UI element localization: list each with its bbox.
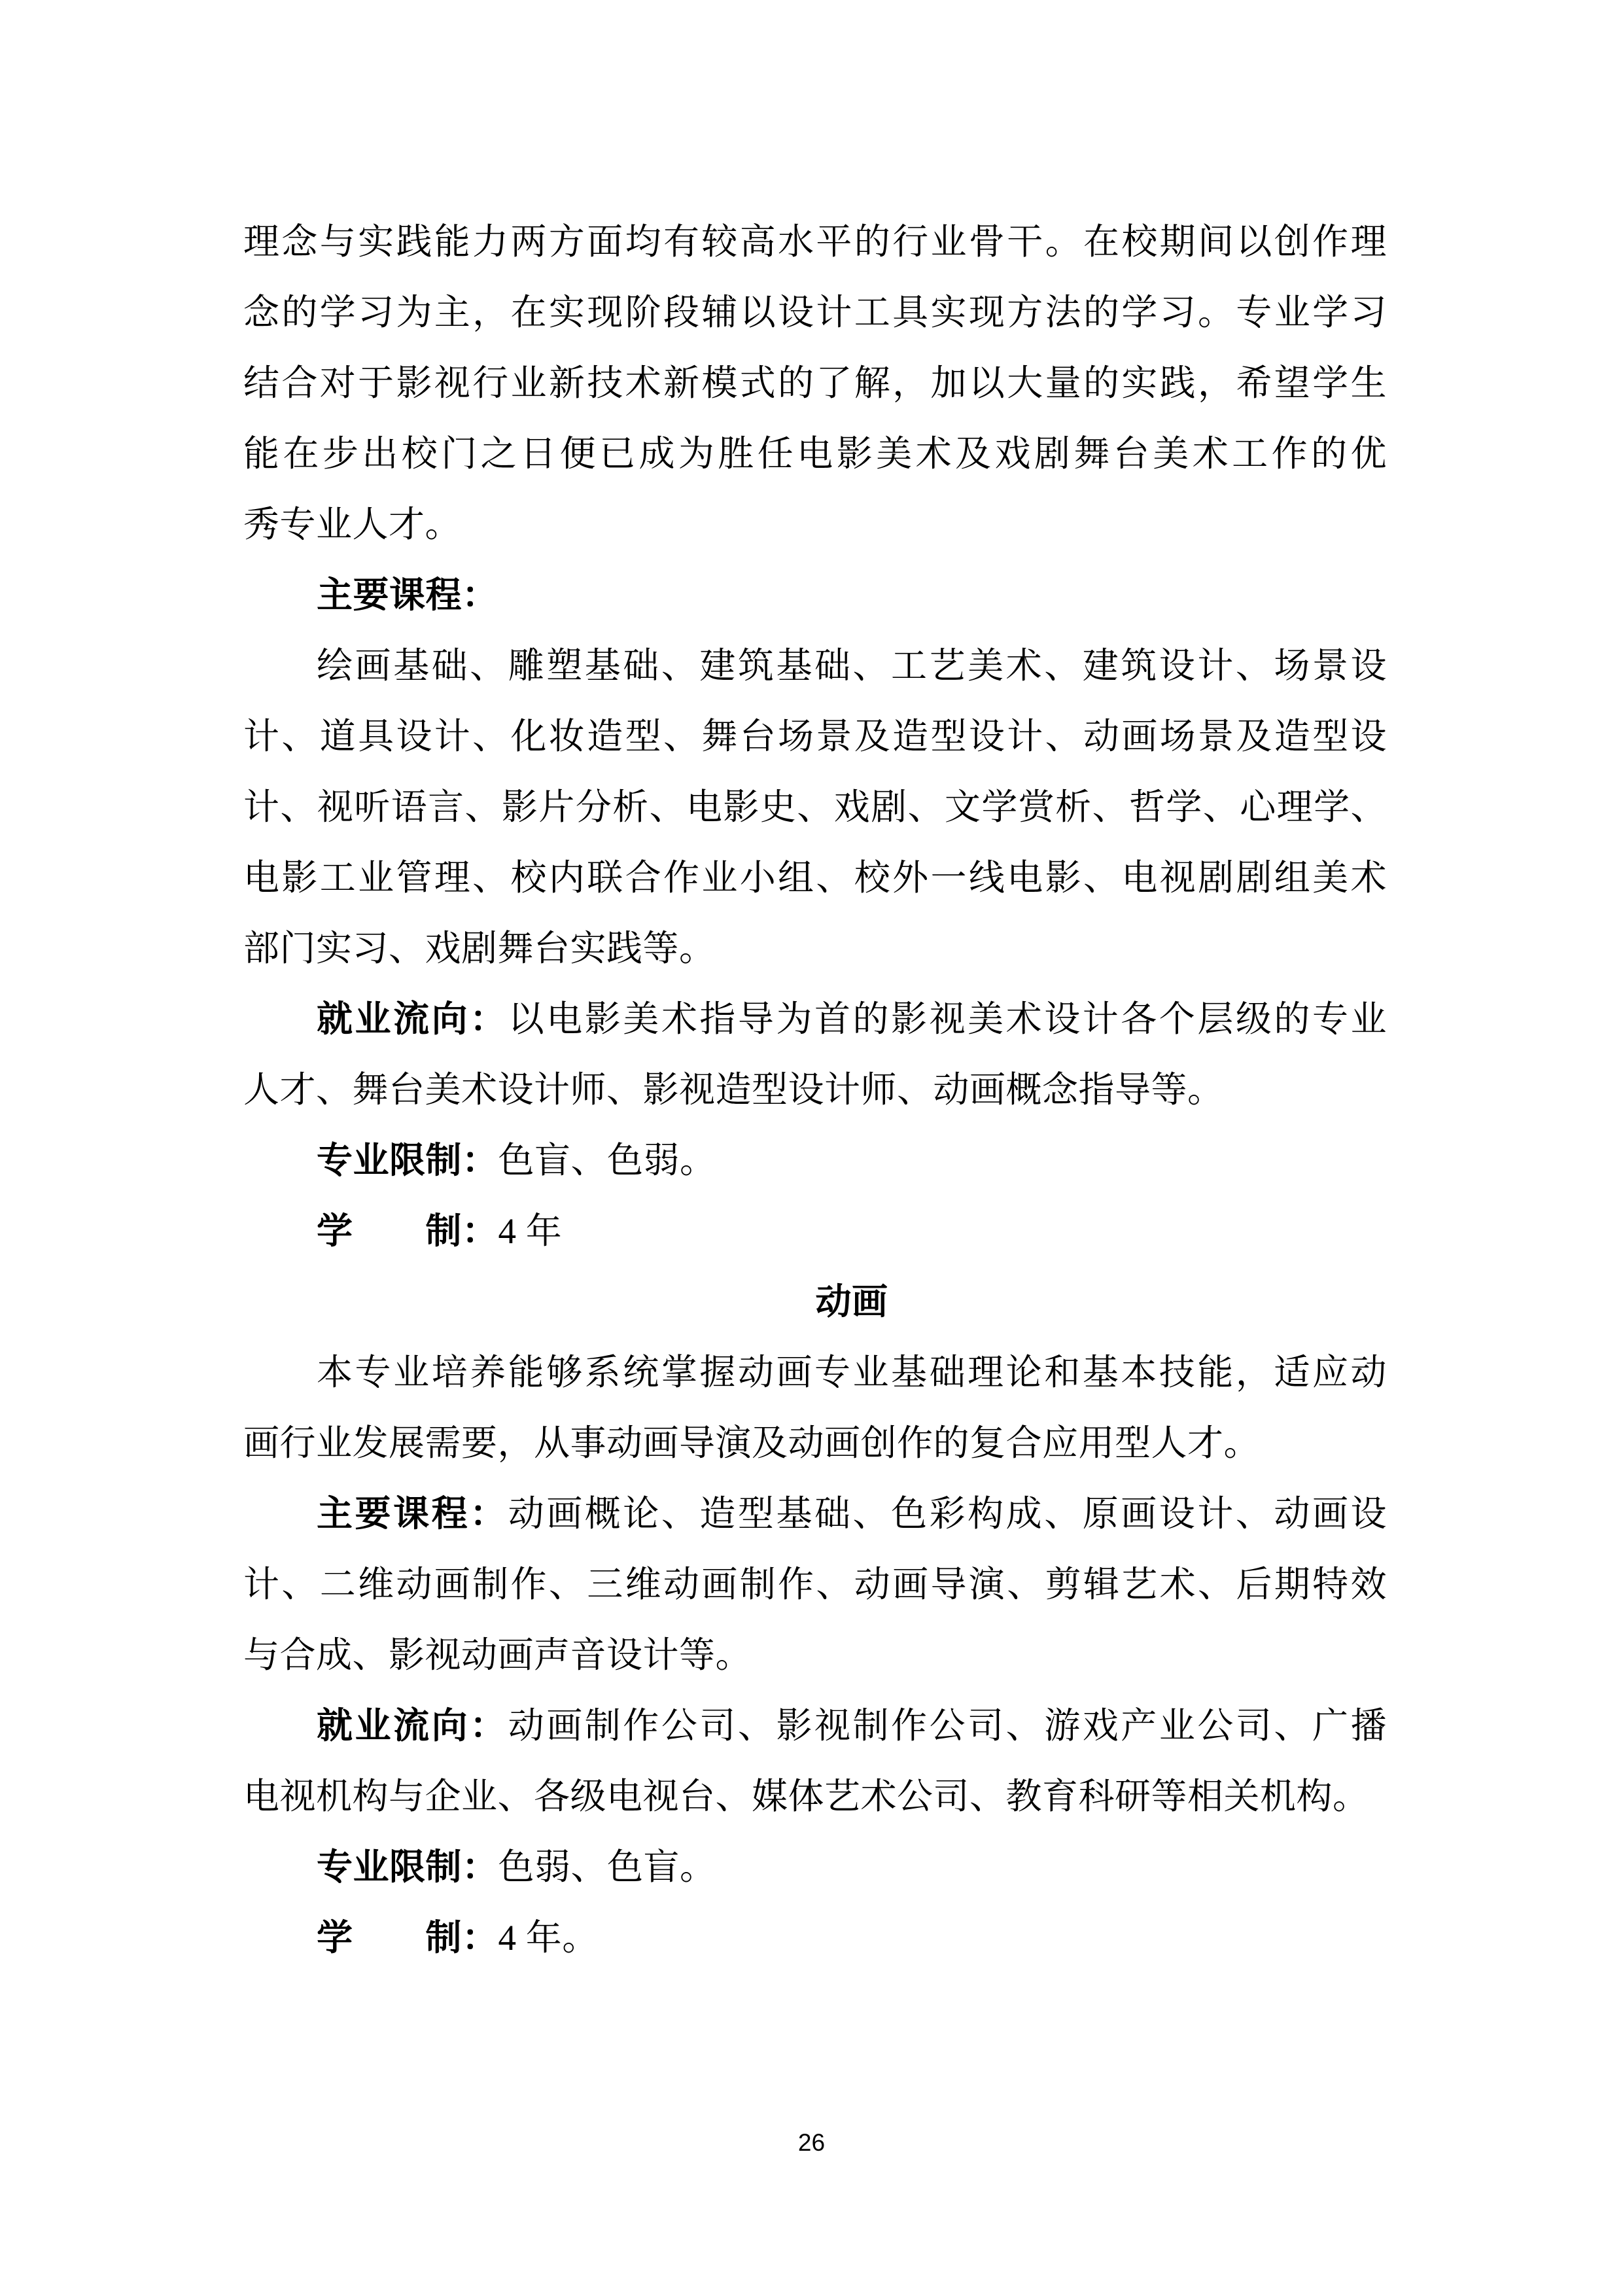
line-text: 计、道具设计、化妆造型、舞台场景及造型设计、动画场景及造型设 [243, 716, 1387, 756]
line-text: 与合成、影视动画声音设计等。 [243, 1635, 752, 1675]
line-label: 就业流向： [317, 999, 508, 1039]
restriction-line [243, 1832, 1387, 1903]
duration-line [243, 1903, 1387, 1973]
text-line [243, 631, 1387, 701]
line-label: 主要课程： [317, 575, 498, 615]
employment-line [243, 1691, 1387, 1761]
text-line [243, 207, 1387, 277]
course-label-line [243, 1479, 1387, 1549]
line-label: 专业限制： [317, 1140, 498, 1180]
line-label: 就业流向： [317, 1706, 508, 1746]
heading-text: 动画 [815, 1282, 888, 1322]
text-line [243, 277, 1387, 348]
text-line [243, 1761, 1387, 1832]
text-line [243, 843, 1387, 913]
page-number: 26 [797, 2129, 826, 2156]
line-text: 理念与实践能力两方面均有较高水平的行业骨干。在校期间以创作理 [243, 222, 1387, 262]
line-text: 人才、舞台美术设计师、影视造型设计师、动画概念指导等。 [243, 1070, 1224, 1110]
text-line [243, 348, 1387, 419]
line-text: 4 年。 [498, 1918, 599, 1958]
line-text: 部门实习、戏剧舞台实践等。 [243, 928, 716, 968]
line-text: 电视机构与企业、各级电视台、媒体艺术公司、教育科研等相关机构。 [243, 1776, 1369, 1816]
duration-line [243, 1196, 1387, 1267]
line-text: 画行业发展需要，从事动画导演及动画创作的复合应用型人才。 [243, 1423, 1261, 1463]
line-text: 动画制作公司、影视制作公司、游戏产业公司、广播 [508, 1706, 1387, 1746]
text-line [243, 489, 1387, 560]
line-label: 学 制： [317, 1918, 498, 1958]
section-heading-animation [243, 1267, 1387, 1337]
line-text: 计、二维动画制作、三维动画制作、动画导演、剪辑艺术、后期特效 [243, 1564, 1387, 1604]
line-text: 动画概论、造型基础、色彩构成、原画设计、动画设 [508, 1494, 1387, 1534]
text-line [243, 772, 1387, 843]
text-line [243, 1055, 1387, 1125]
document-page [243, 207, 1387, 1973]
line-label: 专业限制： [317, 1847, 498, 1887]
course-label-line [243, 560, 1387, 631]
line-text: 计、视听语言、影片分析、电影史、戏剧、文学赏析、哲学、心理学、 [243, 787, 1387, 827]
line-text: 以电影美术指导为首的影视美术设计各个层级的专业 [508, 999, 1387, 1039]
text-line [243, 419, 1387, 489]
line-text: 色弱、色盲。 [498, 1847, 716, 1887]
line-text: 电影工业管理、校内联合作业小组、校外一线电影、电视剧剧组美术 [243, 858, 1387, 898]
line-text: 念的学习为主，在实现阶段辅以设计工具实现方法的学习。专业学习 [243, 292, 1387, 332]
text-line [243, 701, 1387, 772]
employment-line [243, 984, 1387, 1055]
text-line [243, 1408, 1387, 1479]
line-text: 绘画基础、雕塑基础、建筑基础、工艺美术、建筑设计、场景设 [317, 646, 1387, 686]
line-text: 能在步出校门之日便已成为胜任电影美术及戏剧舞台美术工作的优 [243, 434, 1387, 474]
text-line [243, 1337, 1387, 1408]
line-text: 结合对于影视行业新技术新模式的了解，加以大量的实践，希望学生 [243, 363, 1387, 403]
line-text: 4 年 [498, 1211, 563, 1251]
restriction-line [243, 1125, 1387, 1196]
line-text: 秀专业人才。 [243, 504, 462, 544]
text-line [243, 1549, 1387, 1620]
line-label: 主要课程： [317, 1494, 508, 1534]
line-label: 学 制： [317, 1211, 498, 1251]
text-line [243, 913, 1387, 984]
line-text: 本专业培养能够系统掌握动画专业基础理论和基本技能，适应动 [317, 1352, 1387, 1392]
line-text: 色盲、色弱。 [498, 1140, 716, 1180]
text-line [243, 1620, 1387, 1691]
